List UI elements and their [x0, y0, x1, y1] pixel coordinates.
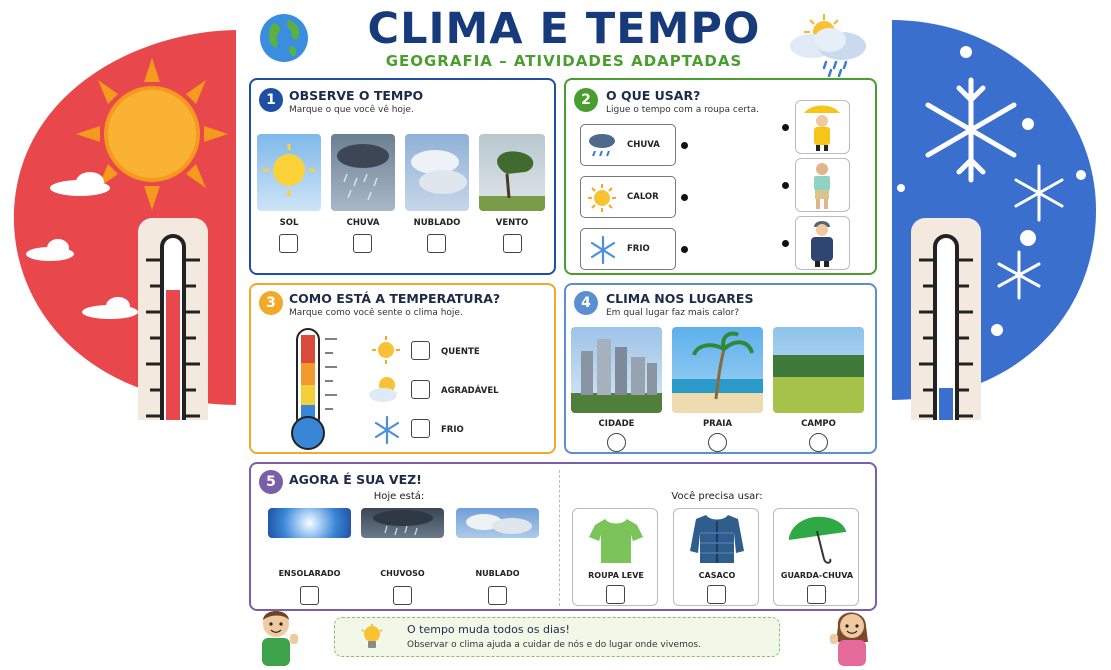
weather-label: FRIO: [627, 244, 650, 254]
city-image: [571, 327, 662, 413]
section-what-to-wear: [564, 78, 877, 275]
clothing-card-umbrella: [773, 508, 859, 606]
checkbox-guarda-chuva[interactable]: [807, 585, 826, 604]
winter-child-image: [795, 216, 850, 270]
tshirt-icon: [587, 515, 645, 565]
connector-dot[interactable]: [681, 142, 688, 149]
checkbox-casaco[interactable]: [707, 585, 726, 604]
radio-praia[interactable]: [708, 433, 727, 452]
section-your-turn: [249, 462, 877, 611]
weather-label: CHUVA: [627, 140, 660, 150]
sunny-image: [268, 508, 351, 538]
snowflake-icon: [373, 415, 401, 445]
thermometer-hot-icon: [138, 218, 208, 420]
checkbox-vento[interactable]: [503, 234, 522, 253]
option-label: CHUVOSO: [380, 569, 425, 578]
option-label: PRAIA: [702, 419, 733, 429]
snowflake-icon: [589, 235, 617, 265]
left-column-title: Hoje está:: [373, 491, 425, 502]
clothing-label: ROUPA LEVE: [588, 571, 644, 580]
wind-image: [479, 134, 545, 211]
checkbox-chuvoso[interactable]: [393, 586, 412, 605]
page-title: CLIMA E TEMPO: [367, 4, 761, 54]
boy-thumbs-up-icon: [252, 604, 302, 666]
connector-dot[interactable]: [782, 240, 789, 247]
section-number: 1: [259, 88, 283, 112]
clothing-label: CASACO: [698, 571, 736, 580]
section-temperature: [249, 283, 556, 454]
beach-image: [672, 327, 763, 413]
checkbox-nublado[interactable]: [427, 234, 446, 253]
section-title: AGORA É SUA VEZ!: [289, 472, 422, 487]
connector-dot[interactable]: [782, 182, 789, 189]
section-title: O QUE USAR?: [606, 88, 701, 103]
section-description: Ligue o tempo com a roupa certa.: [606, 105, 759, 115]
checkbox-chuva[interactable]: [353, 234, 372, 253]
weather-box-chuva: [580, 124, 676, 166]
cloudy-image: [405, 134, 469, 211]
sun-image: [257, 134, 321, 211]
radio-campo[interactable]: [809, 433, 828, 452]
checkbox-sol[interactable]: [279, 234, 298, 253]
worksheet: [236, 0, 892, 670]
sun-icon: [371, 335, 401, 365]
option-label: NUBLADO: [475, 569, 520, 578]
rain-image: [331, 134, 395, 211]
raincoat-child-image: [795, 100, 850, 154]
page-subtitle: GEOGRAFIA – ATIVIDADES ADAPTADAS: [385, 52, 743, 70]
section-number: 5: [259, 470, 283, 494]
rain-cloud-icon: [587, 131, 617, 159]
summer-child-image: [795, 158, 850, 212]
sun-icon: [587, 183, 617, 213]
section-description: Marque o que você vê hoje.: [289, 105, 414, 115]
section-title: CLIMA NOS LUGARES: [606, 291, 754, 306]
clothing-label: GUARDA-CHUVA: [780, 571, 854, 580]
section-number: 2: [574, 88, 598, 112]
checkbox-roupa-leve[interactable]: [606, 585, 625, 604]
section-number: 3: [259, 291, 283, 315]
rainy-image: [361, 508, 444, 538]
checkbox-quente[interactable]: [411, 341, 430, 360]
checkbox-frio[interactable]: [411, 419, 430, 438]
section-observe-weather: [249, 78, 556, 275]
section-description: Marque como você sente o clima hoje.: [289, 308, 463, 318]
option-label: VENTO: [495, 218, 529, 228]
option-label: ENSOLARADO: [278, 569, 341, 578]
cloudy-image: [456, 508, 539, 538]
connector-dot[interactable]: [782, 124, 789, 131]
section-number: 4: [574, 291, 598, 315]
weather-box-calor: [580, 176, 676, 218]
right-column-title: Você precisa usar:: [671, 491, 763, 502]
cold-decoration: [891, 20, 1111, 420]
section-title: COMO ESTÁ A TEMPERATURA?: [289, 291, 501, 306]
connector-dot[interactable]: [681, 194, 688, 201]
section-title: OBSERVE O TEMPO: [289, 88, 424, 103]
checkbox-nublado[interactable]: [488, 586, 507, 605]
option-label: NUBLADO: [413, 218, 461, 228]
checkbox-ensolarado[interactable]: [300, 586, 319, 605]
girl-thumbs-up-icon: [826, 604, 878, 666]
section-description: Em qual lugar faz mais calor?: [606, 308, 740, 318]
weather-box-frio: [580, 228, 676, 270]
footer-title: O tempo muda todos os dias!: [407, 623, 570, 636]
sun-cloud-icon: [367, 373, 403, 405]
thermometer-icon: [281, 325, 349, 453]
option-label: AGRADÁVEL: [441, 386, 499, 396]
option-label: QUENTE: [441, 347, 480, 357]
option-label: SOL: [279, 218, 299, 228]
footer-text: Observar o clima ajuda a cuidar de nós e do lugar onde vivemos.: [407, 640, 701, 650]
lightbulb-icon: [361, 624, 383, 652]
coat-icon: [686, 511, 748, 565]
option-label: CHUVA: [346, 218, 380, 228]
countryside-image: [773, 327, 864, 413]
section-climate-places: [564, 283, 877, 454]
connector-dot[interactable]: [681, 246, 688, 253]
clothing-card-coat: [673, 508, 759, 606]
option-label: CIDADE: [598, 419, 635, 429]
clothing-card-light: [572, 508, 658, 606]
hot-decoration: [0, 10, 240, 420]
option-label: CAMPO: [801, 419, 836, 429]
column-divider: [559, 470, 560, 606]
weather-label: CALOR: [627, 192, 659, 202]
checkbox-agradavel[interactable]: [411, 380, 430, 399]
option-label: FRIO: [441, 425, 464, 435]
thermometer-cold-icon: [911, 218, 981, 420]
footer-message-box: [334, 617, 780, 657]
radio-cidade[interactable]: [607, 433, 626, 452]
umbrella-icon: [784, 513, 850, 565]
